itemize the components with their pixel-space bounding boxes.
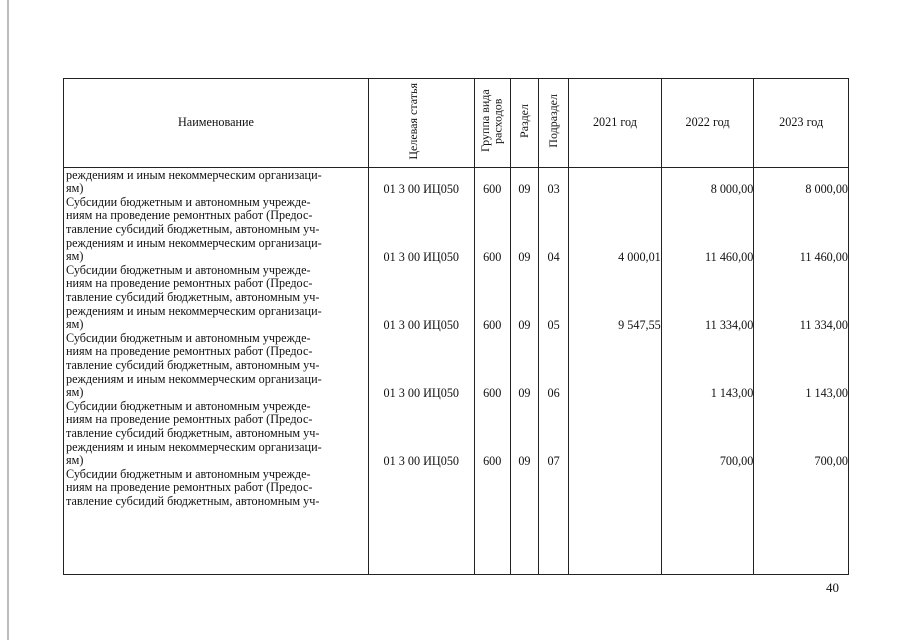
scan-edge-line bbox=[7, 0, 9, 640]
group-column bbox=[474, 167, 510, 574]
cell-subsection: 04 bbox=[547, 250, 560, 265]
name-lines bbox=[66, 168, 366, 574]
name-line: ниям на проведение ремонтных работ (Предос- bbox=[66, 276, 313, 291]
y2022-column bbox=[661, 167, 754, 574]
name-line: Субсидии бюджетным и автономным учрежде- bbox=[66, 466, 311, 481]
name-line: Субсидии бюджетным и автономным учрежде- bbox=[66, 194, 311, 209]
section-column bbox=[510, 167, 538, 574]
header-group-label: Группа вида расходов bbox=[478, 89, 505, 153]
cell-section: 09 bbox=[518, 318, 531, 333]
header-2021 bbox=[569, 79, 662, 168]
cell-y2022: 1 143,00 bbox=[710, 386, 754, 401]
name-line: тавление субсидий бюджетным, автономным уч- bbox=[66, 357, 320, 372]
budget-table bbox=[63, 78, 849, 575]
name-line: тавление субсидий бюджетным, автономным уч- bbox=[66, 289, 320, 304]
table-body-row bbox=[64, 167, 849, 574]
cell-y2023: 11 460,00 bbox=[799, 250, 848, 265]
cell-target: 01 3 00 ИЦ050 bbox=[383, 454, 460, 469]
header-2023 bbox=[754, 79, 849, 168]
table-header-row bbox=[64, 79, 849, 168]
name-line: ям) bbox=[66, 317, 84, 332]
name-line: тавление субсидий бюджетным, автономным уч- bbox=[66, 493, 320, 508]
name-column bbox=[64, 167, 369, 574]
header-subsection bbox=[539, 79, 569, 168]
cell-y2022: 700,00 bbox=[719, 454, 754, 469]
cell-y2023: 1 143,00 bbox=[805, 386, 848, 401]
cell-target: 01 3 00 ИЦ050 bbox=[383, 386, 460, 401]
name-line: Субсидии бюджетным и автономным учрежде- bbox=[66, 398, 311, 413]
cell-subsection: 06 bbox=[547, 386, 560, 401]
header-2021-label: 2021 год bbox=[592, 115, 637, 129]
cell-subsection: 05 bbox=[547, 318, 560, 333]
target-values bbox=[369, 168, 474, 574]
cell-group: 600 bbox=[483, 182, 502, 197]
name-line: тавление субсидий бюджетным, автономным уч- bbox=[66, 221, 320, 236]
header-name-label: Наименование bbox=[178, 115, 254, 129]
cell-y2023: 700,00 bbox=[814, 454, 848, 469]
cell-subsection: 07 bbox=[547, 454, 560, 469]
name-line: ям) bbox=[66, 385, 84, 400]
subsection-values bbox=[539, 168, 568, 574]
name-line: реждениям и иным некоммерческим организаци- bbox=[66, 439, 322, 454]
name-line: ям) bbox=[66, 453, 84, 468]
header-2023-label: 2023 год bbox=[779, 115, 824, 129]
y2023-column bbox=[754, 167, 849, 574]
header-subsection-label: Подраздел bbox=[546, 94, 561, 148]
cell-section: 09 bbox=[518, 454, 531, 469]
cell-target: 01 3 00 ИЦ050 bbox=[383, 318, 460, 333]
cell-y2021: 9 547,55 bbox=[618, 318, 661, 333]
cell-target: 01 3 00 ИЦ050 bbox=[383, 250, 460, 265]
name-line: ниям на проведение ремонтных работ (Предос- bbox=[66, 412, 313, 427]
cell-subsection: 03 bbox=[547, 182, 560, 197]
header-group bbox=[474, 79, 510, 168]
header-section-label: Раздел bbox=[517, 104, 532, 138]
header-target bbox=[368, 79, 474, 168]
header-2022 bbox=[661, 79, 754, 168]
name-line: реждениям и иным некоммерческим организаци- bbox=[66, 303, 322, 318]
group-values bbox=[475, 168, 510, 574]
name-line: реждениям и иным некоммерческим организаци- bbox=[66, 371, 322, 386]
header-target-label: Целевая статья bbox=[406, 82, 421, 160]
cell-target: 01 3 00 ИЦ050 bbox=[383, 182, 460, 197]
cell-y2022: 11 334,00 bbox=[705, 318, 754, 333]
y2022-values bbox=[662, 168, 754, 574]
cell-y2022: 11 460,00 bbox=[705, 250, 754, 265]
header-name bbox=[64, 79, 369, 168]
name-line: тавление субсидий бюджетным, автономным уч- bbox=[66, 425, 320, 440]
name-line: ниям на проведение ремонтных работ (Предос- bbox=[66, 208, 313, 223]
name-line: ям) bbox=[66, 249, 84, 264]
name-line: Субсидии бюджетным и автономным учрежде- bbox=[66, 330, 311, 345]
y2021-column bbox=[569, 167, 662, 574]
cell-group: 600 bbox=[483, 250, 502, 265]
cell-section: 09 bbox=[518, 182, 531, 197]
name-line: реждениям и иным некоммерческим организаци- bbox=[66, 167, 322, 182]
cell-y2022: 8 000,00 bbox=[710, 182, 754, 197]
name-line: ям) bbox=[66, 181, 84, 196]
y2021-values bbox=[569, 168, 661, 574]
name-line: ниям на проведение ремонтных работ (Предос- bbox=[66, 480, 313, 495]
cell-group: 600 bbox=[483, 386, 502, 401]
page-number: 40 bbox=[826, 580, 839, 595]
header-section bbox=[510, 79, 538, 168]
name-line: реждениям и иным некоммерческим организаци- bbox=[66, 235, 322, 250]
name-line: ниям на проведение ремонтных работ (Предос- bbox=[66, 344, 313, 359]
cell-group: 600 bbox=[483, 454, 502, 469]
cell-section: 09 bbox=[518, 386, 531, 401]
header-2022-label: 2022 год bbox=[685, 115, 730, 129]
cell-group: 600 bbox=[483, 318, 502, 333]
y2023-values bbox=[754, 168, 848, 574]
target-column bbox=[368, 167, 474, 574]
cell-y2023: 8 000,00 bbox=[805, 182, 848, 197]
cell-y2023: 11 334,00 bbox=[799, 318, 848, 333]
section-values bbox=[511, 168, 538, 574]
name-line: Субсидии бюджетным и автономным учрежде- bbox=[66, 262, 311, 277]
subsection-column bbox=[539, 167, 569, 574]
cell-y2021: 4 000,01 bbox=[618, 250, 661, 265]
cell-section: 09 bbox=[518, 250, 531, 265]
